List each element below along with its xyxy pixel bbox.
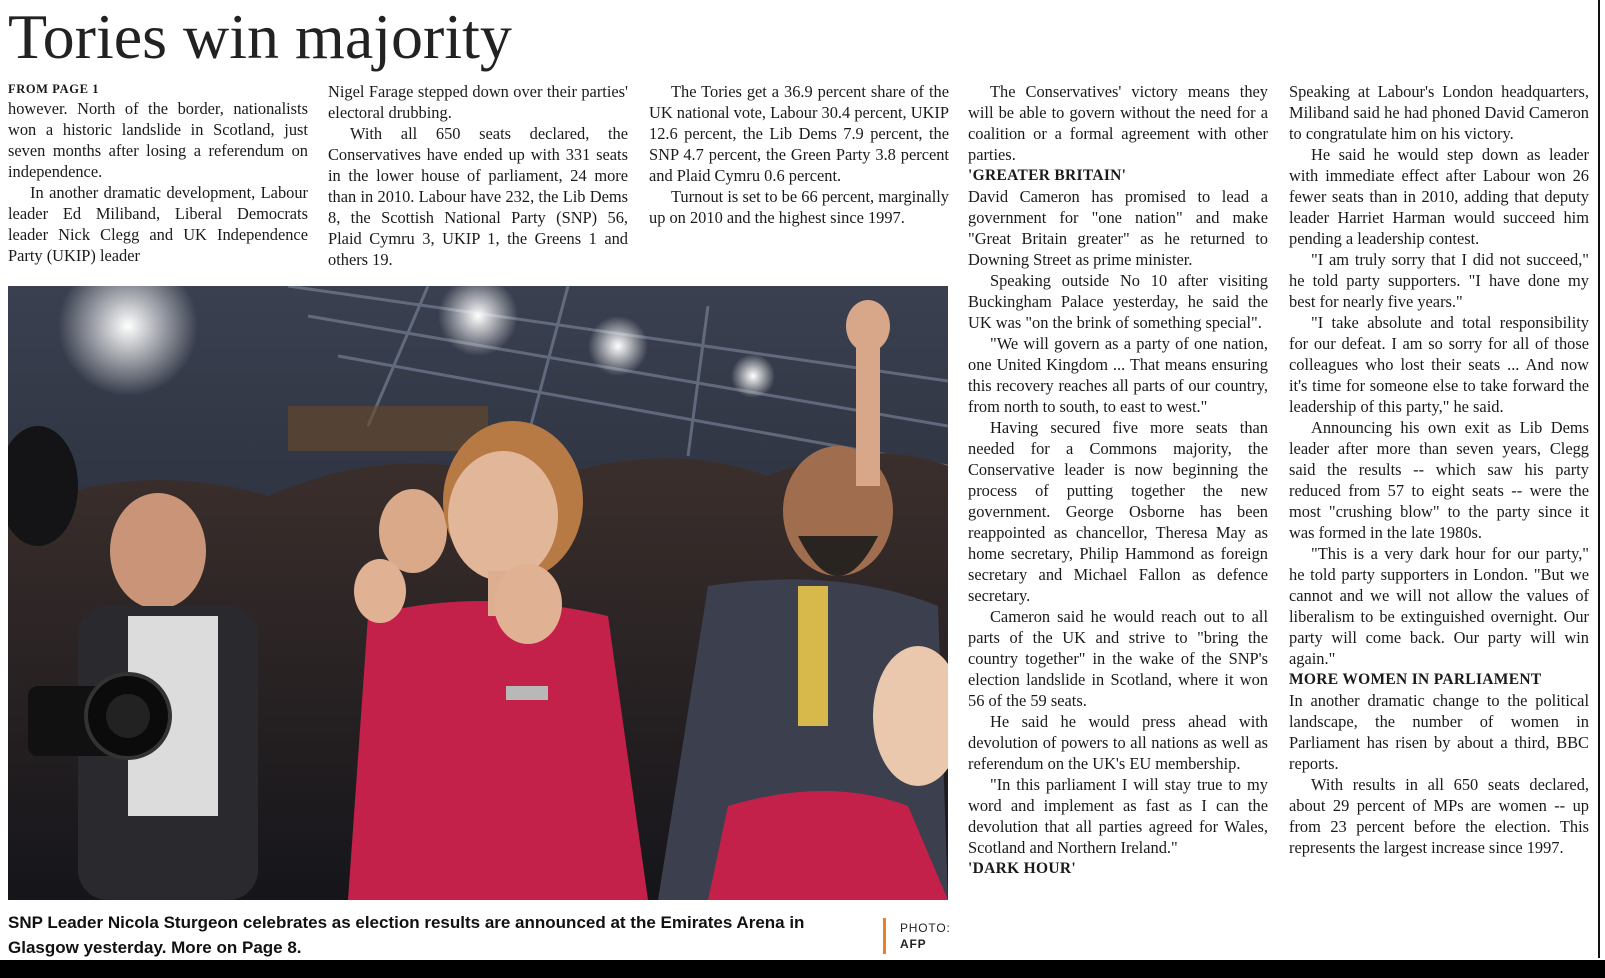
paragraph: With results in all 650 seats declared, about 29 percent of MPs are women -- up from 23 percent before the election. This represents the largest increase since 1997.: [1289, 775, 1589, 857]
right-border-rule: [1598, 0, 1600, 958]
paragraph: He said he would press ahead with devolution of powers to all nations as well as referendum on the UK's EU membership.: [968, 712, 1268, 773]
paragraph: "This is a very dark hour for our party," he told party supporters in London. "But we cannot and we will not allow the values of liberalism to be extinguished overnight. Our party will come back. Our party will win again.": [1289, 544, 1589, 668]
subheading-greater-britain: 'GREATER BRITAIN': [968, 167, 1127, 184]
paragraph: Having secured five more seats than needed for a Commons majority, the Conservative leader is now beginning the process of putting together the new government. George Osborne has been reappointed as chancellor, Theresa May as home secretary, Philip Hammond as foreign secretary and Michael Fallon as defence secretary.: [968, 418, 1268, 605]
paragraph: Speaking at Labour's London headquarters, Miliband said he had phoned David Cameron to congratulate him on his victory.: [1289, 82, 1589, 143]
article-column-3: [649, 81, 949, 228]
paragraph: "In this parliament I will stay true to my word and implement as fast as I can the devolution that all parties agreed for Wales, Scotland and Northern Ireland.": [968, 775, 1268, 857]
page-bottom-band: [0, 960, 1605, 978]
paragraph: Turnout is set to be 66 percent, marginally up on 2010 and the highest since 1997.: [649, 187, 949, 227]
subheading-dark-hour: 'DARK HOUR': [968, 860, 1076, 877]
photo-credit-agency: AFP: [900, 937, 927, 951]
photo-credit: [900, 920, 951, 952]
photo-credit-label: PHOTO:: [900, 921, 951, 935]
headline: Tories win majority: [8, 1, 512, 72]
paragraph: "I take absolute and total responsibility for our defeat. I am so sorry for all of those colleagues who lost their seats ... And now it's time for someone else to take forward the leadership of this party," he said.: [1289, 313, 1589, 416]
paragraph: With all 650 seats declared, the Conservatives have ended up with 331 seats in the lower house of parliament, 24 more than in 2010. Labour have 232, the Lib Dems 8, the Scottish National Party (SNP) 56, Plaid Cymru 3, UKIP 1, the Greens 1 and others 19.: [328, 124, 628, 269]
paragraph: "We will govern as a party of one nation, one United Kingdom ... That means ensuring this recovery reaches all parts of our country, from north to south, to east to west.": [968, 334, 1268, 416]
paragraph: He said he would step down as leader with immediate effect after Labour won 26 fewer seats than in 2010, adding that deputy leader Harriet Harman would succeed him pending a leadership contest.: [1289, 145, 1589, 248]
paragraph: "I am truly sorry that I did not succeed," he told party supporters. "I have done my best for nearly five years.": [1289, 250, 1589, 311]
paragraph: In another dramatic development, Labour leader Ed Miliband, Liberal Democrats leader Nick Clegg and UK Independence Party (UKIP) leader: [8, 183, 308, 265]
subheading-more-women: MORE WOMEN IN PARLIAMENT: [1289, 671, 1542, 688]
paragraph: The Tories get a 36.9 percent share of the UK national vote, Labour 30.4 percent, UKIP 12.6 percent, the Lib Dems 7.9 percent, the SNP 4.7 percent, the Green Party 3.8 percent and Plaid Cymru 0.6 percent.: [649, 82, 949, 185]
paragraph: Speaking outside No 10 after visiting Buckingham Palace yesterday, he said the UK was "on the brink of something special".: [968, 271, 1268, 332]
from-page-label: FROM PAGE 1: [8, 82, 100, 96]
photo-caption: SNP Leader Nicola Sturgeon celebrates as election results are announced at the Emirates Arena in Glasgow yesterday. More on Page 8.: [8, 913, 805, 957]
paragraph: David Cameron has promised to lead a government for "one nation" and make "Great Britain greater" as he returned to Downing Street as prime minister.: [968, 187, 1268, 269]
paragraph: In another dramatic change to the political landscape, the number of women in Parliament has risen by about a third, BBC reports.: [1289, 691, 1589, 773]
news-photo: [8, 286, 948, 900]
paragraph: however. North of the border, nationalists won a historic landslide in Scotland, just seven months after losing a referendum on independence.: [8, 99, 308, 181]
credit-accent-bar: [883, 918, 886, 954]
paragraph: Nigel Farage stepped down over their parties' electoral drubbing.: [328, 82, 628, 122]
paragraph: The Conservatives' victory means they will be able to govern without the need for a coalition or a formal agreement with other parties.: [968, 82, 1268, 164]
article-column-1: [8, 81, 308, 266]
article-column-4: [968, 81, 1268, 879]
article-column-5: [1289, 81, 1589, 858]
paragraph: Cameron said he would reach out to all parts of the UK and strive to "bring the country together" in the wake of the SNP's election landslide in Scotland, where it won 56 of the 59 seats.: [968, 607, 1268, 710]
paragraph: Announcing his own exit as Lib Dems leader after more than seven years, Clegg said the results -- which saw his party reduced from 57 to eight seats -- were the most "crushing blow" to the party since it was formed in the late 1980s.: [1289, 418, 1589, 542]
article-column-2: [328, 81, 628, 270]
